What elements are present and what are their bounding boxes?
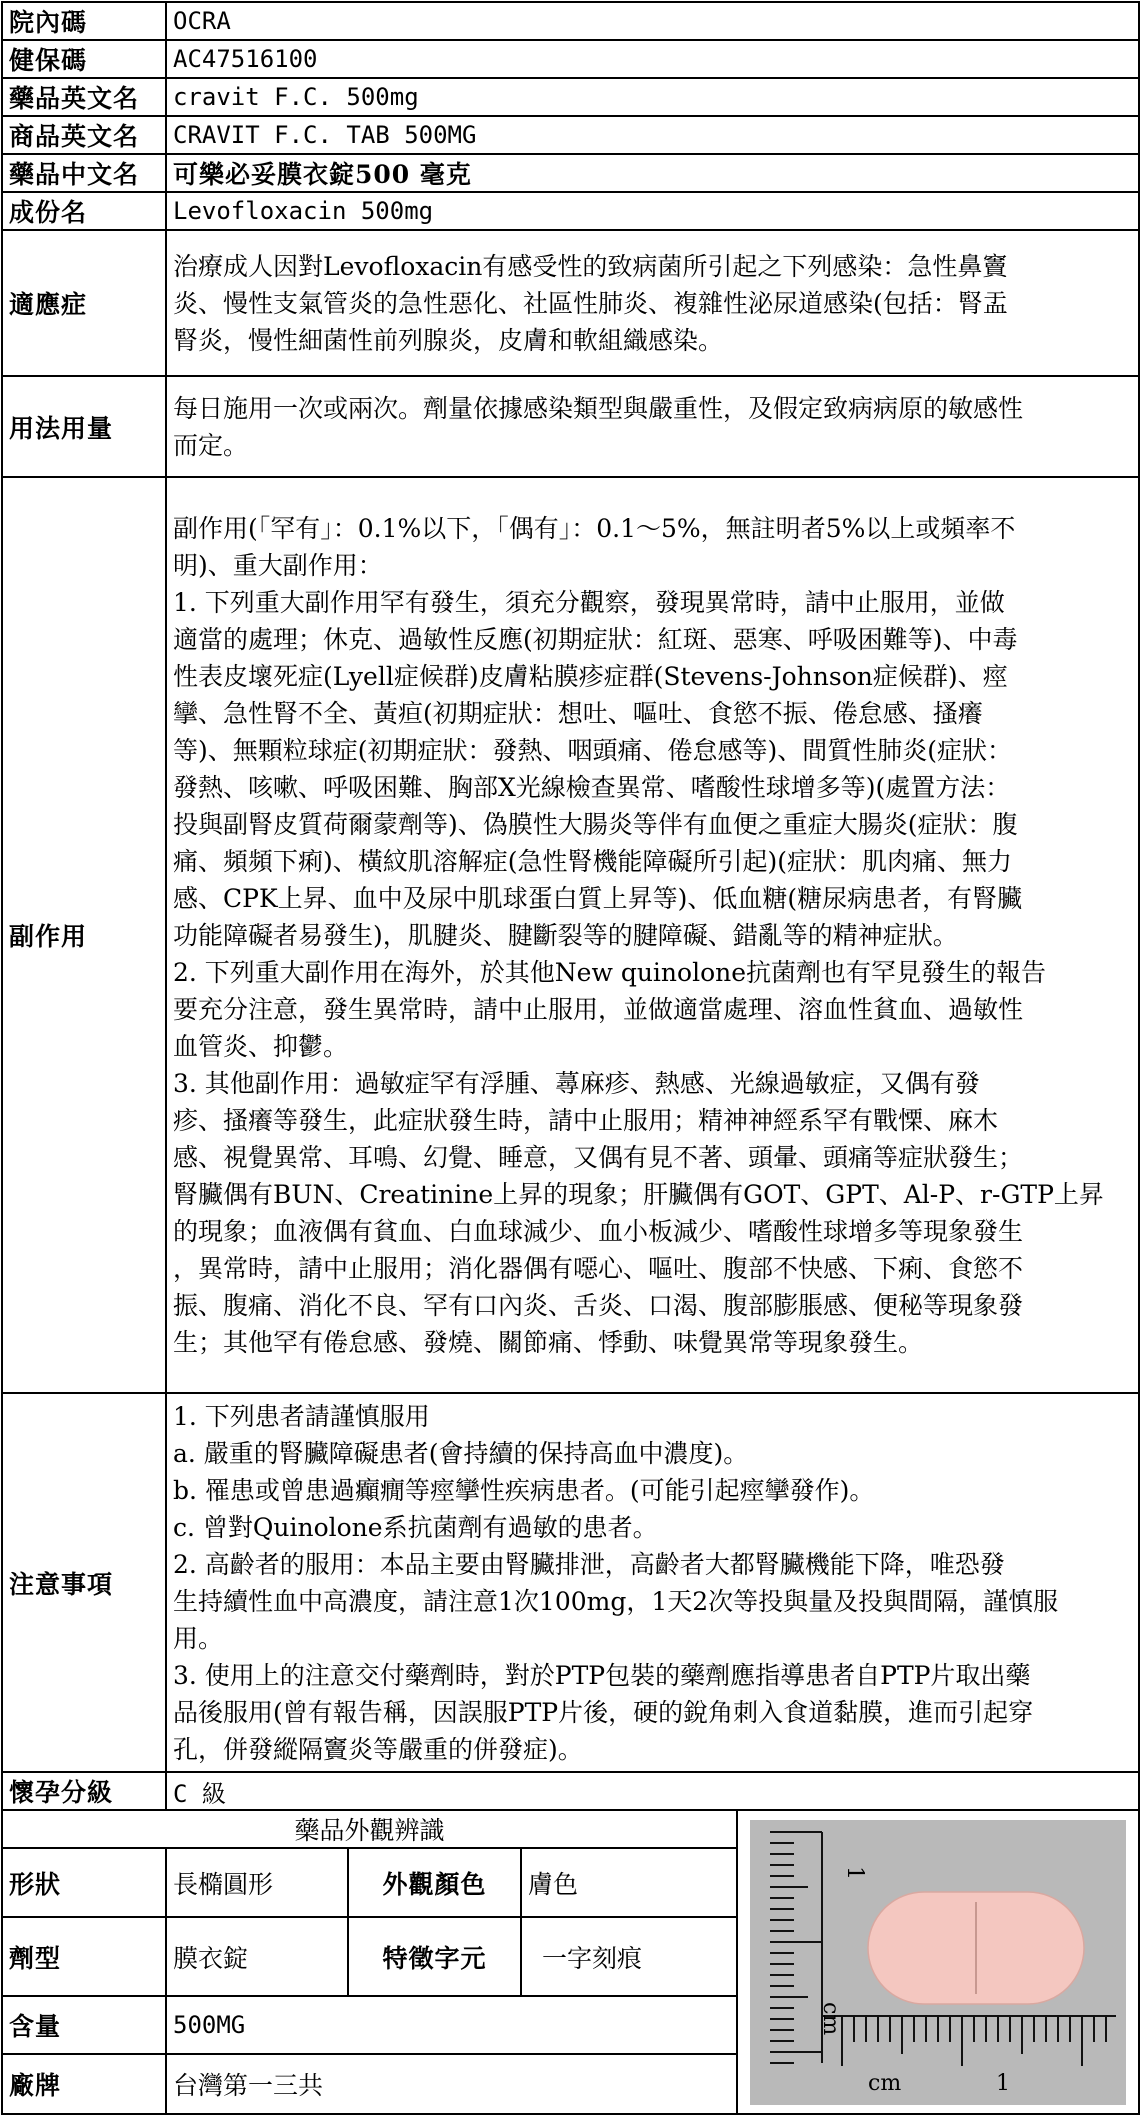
- side-effects-line: 感、CPK上昇、血中及尿中肌球蛋白質上昇等)、低血糖(糖尿病患者，有腎臟: [173, 883, 1023, 913]
- side-effects-line: 要充分注意，發生異常時，請中止服用，並做適當處理、溶血性貧血、過敏性: [173, 994, 1024, 1024]
- precautions-line: 3. 使用上的注意交付藥劑時，對於PTP包裝的藥劑應指導患者自PTP片取出藥: [173, 1660, 1031, 1690]
- row-appearance-title: [2, 1810, 1139, 1848]
- ruler-bottom-number: 1: [996, 2070, 1011, 2096]
- side-effects-line: 感、視覺異常、耳鳴、幻覺、睡意，又偶有見不著、頭暈、頭痛等症狀發生；: [173, 1142, 1024, 1172]
- indications-line: 治療成人因對Levofloxacin有感受性的致病菌所引起之下列感染：急性鼻竇: [173, 251, 1008, 281]
- row-precautions: [2, 1393, 1139, 1772]
- precautions-line: 用。: [173, 1623, 224, 1653]
- shape-label: 形狀: [2, 1848, 166, 1917]
- precautions-line: a. 嚴重的腎臟障礙患者(會持續的保持高血中濃度)。: [173, 1438, 749, 1468]
- side-effects-line: 功能障礙者易發生)，肌腱炎、腱斷裂等的腱障礙、錯亂等的精神症狀。: [173, 920, 958, 950]
- nhi-code-value: AC47516100: [166, 40, 1139, 78]
- side-effects-line: 疹、搔癢等發生，此症狀發生時，請中止服用；精神神經系罕有戰慄、麻木: [173, 1105, 999, 1135]
- product-english-name-label: 商品英文名: [2, 116, 166, 154]
- product-english-name-value: CRAVIT F.C. TAB 500MG: [166, 116, 1139, 154]
- precautions-label: 注意事項: [2, 1393, 166, 1772]
- chinese-name-value: 可樂必妥膜衣錠500 毫克: [166, 154, 1139, 192]
- row-side-effects: [2, 477, 1139, 1393]
- english-name-value: cravit F.C. 500mg: [166, 78, 1139, 116]
- side-effects-line: 3. 其他副作用：過敏症罕有浮腫、蕁麻疹、熱感、光線過敏症，又偶有發: [173, 1068, 980, 1098]
- precautions-line: 1. 下列患者請謹慎服用: [173, 1401, 430, 1431]
- drug-info-sheet: [1, 1, 1140, 2115]
- precautions-line: 生持續性血中高濃度，請注意1次100mg，1天2次等投與量及投與間隔，謹慎服: [173, 1586, 1059, 1616]
- shape-value: 長橢圓形: [166, 1848, 348, 1917]
- marking-value: 一字刻痕: [521, 1917, 737, 1996]
- side-effects-line: 2. 下列重大副作用在海外，於其他New quinolone抗菌劑也有罕見發生的報告: [173, 957, 1047, 987]
- precautions-text: [166, 1393, 1139, 1772]
- content-label: 含量: [2, 1996, 166, 2054]
- side-effects-text: [166, 477, 1139, 1393]
- ruler-bottom-unit: cm: [868, 2070, 902, 2096]
- side-effects-line: 1. 下列重大副作用罕有發生，須充分觀察，發現異常時，請中止服用，並做: [173, 587, 1005, 617]
- marking-label: 特徵字元: [348, 1917, 521, 1996]
- brand-value: 台灣第一三共: [166, 2054, 737, 2114]
- appearance-title: 藥品外觀辨識: [2, 1810, 737, 1848]
- precautions-line: 2. 高齡者的服用：本品主要由腎臟排泄，高齡者大都腎臟機能下降，唯恐發: [173, 1549, 1005, 1579]
- indications-label: 適應症: [2, 230, 166, 376]
- ruler-top-number: 1: [842, 1865, 868, 1880]
- row-nhi-code: [2, 40, 1139, 78]
- nhi-code-label: 健保碼: [2, 40, 166, 78]
- precautions-line: b. 罹患或曾患過癲癇等痙攣性疾病患者。(可能引起痙攣發作)。: [173, 1475, 875, 1505]
- side-effects-line: 適當的處理；休克、過敏性反應(初期症狀：紅斑、惡寒、呼吸困難等)、中毒: [173, 624, 1018, 654]
- side-effects-line: 性表皮壞死症(Lyell症候群)皮膚粘膜疹症群(Stevens-Johnson症候群)、痙: [173, 661, 1008, 691]
- side-effects-line: 明)、重大副作用：: [173, 550, 383, 580]
- english-name-label: 藥品英文名: [2, 78, 166, 116]
- ingredient-label: 成份名: [2, 192, 166, 230]
- side-effects-label: 副作用: [2, 477, 166, 1393]
- row-english-name: [2, 78, 1139, 116]
- side-effects-line: 發熱、咳嗽、呼吸困難、胸部X光線檢查異常、嗜酸性球增多等)(處置方法：: [173, 772, 1011, 802]
- pill-tablet: [868, 1892, 1084, 2004]
- hospital-code-label: 院內碼: [2, 2, 166, 40]
- ruler-side-unit: cm: [818, 2001, 844, 2035]
- color-label: 外觀顏色: [348, 1848, 521, 1917]
- dosage-label: 用法用量: [2, 376, 166, 477]
- side-effects-line: 腎臟偶有BUN、Creatinine上昇的現象；肝臟偶有GOT、GPT、Al-P、r-GTP上昇: [173, 1179, 1104, 1209]
- row-chinese-name: [2, 154, 1139, 192]
- content-value: 500MG: [166, 1996, 737, 2054]
- side-effects-line: ，異常時，請中止服用；消化器偶有噁心、嘔吐、腹部不快感、下痢、食慾不: [173, 1253, 1024, 1283]
- row-indications: [2, 230, 1139, 376]
- form-label: 劑型: [2, 1917, 166, 1996]
- dosage-line: 每日施用一次或兩次。劑量依據感染類型與嚴重性，及假定致病病原的敏感性: [173, 393, 1024, 423]
- hospital-code-value: OCRA: [166, 2, 1139, 40]
- side-effects-line: 的現象；血液偶有貧血、白血球減少、血小板減少、嗜酸性球增多等現象發生: [173, 1216, 1024, 1246]
- dosage-line: 而定。: [173, 430, 249, 460]
- pill-photo-image: [750, 1820, 1126, 2105]
- side-effects-line: 振、腹痛、消化不良、罕有口內炎、舌炎、口渴、腹部膨脹感、便秘等現象發: [173, 1290, 1024, 1320]
- side-effects-line: 生；其他罕有倦怠感、發燒、關節痛、悸動、味覺異常等現象發生。: [173, 1327, 924, 1357]
- pill-photo: [737, 1810, 1139, 2114]
- row-dosage: [2, 376, 1139, 477]
- side-effects-line: 血管炎、抑鬱。: [173, 1031, 349, 1061]
- side-effects-line: 痛、頻頻下痢)、橫紋肌溶解症(急性腎機能障礙所引起)(症狀：肌肉痛、無力: [173, 846, 1013, 876]
- brand-label: 廠牌: [2, 2054, 166, 2114]
- form-value: 膜衣錠: [166, 1917, 348, 1996]
- ingredient-value: Levofloxacin 500mg: [166, 192, 1139, 230]
- pregnancy-value: C 級: [166, 1772, 1139, 1810]
- indications-line: 腎炎，慢性細菌性前列腺炎，皮膚和軟組織感染。: [173, 325, 724, 355]
- precautions-line: 孔，併發縱隔竇炎等嚴重的併發症)。: [173, 1734, 583, 1764]
- dosage-text: [166, 376, 1139, 477]
- row-product-english-name: [2, 116, 1139, 154]
- pregnancy-label: 懷孕分級: [2, 1772, 166, 1810]
- row-pregnancy: [2, 1772, 1139, 1810]
- side-effects-line: 投與副腎皮質荷爾蒙劑等)、偽膜性大腸炎等伴有血便之重症大腸炎(症狀：腹: [173, 809, 1018, 839]
- side-effects-line: 副作用(「罕有」：0.1%以下，「偶有」：0.1～5%，無註明者5%以上或頻率不: [173, 513, 1016, 543]
- indications-text: [166, 230, 1139, 376]
- row-ingredient: [2, 192, 1139, 230]
- color-value: 膚色: [521, 1848, 737, 1917]
- precautions-line: 品後服用(曾有報告稱，因誤服PTP片後，硬的銳角刺入食道黏膜，進而引起穿: [173, 1697, 1034, 1727]
- chinese-name-label: 藥品中文名: [2, 154, 166, 192]
- side-effects-line: 等)、無顆粒球症(初期症狀：發熱、咽頭痛、倦怠感等)、間質性肺炎(症狀：: [173, 735, 1013, 765]
- precautions-line: c. 曾對Quinolone系抗菌劑有過敏的患者。: [173, 1512, 658, 1542]
- side-effects-line: 攣、急性腎不全、黃疸(初期症狀：想吐、嘔吐、食慾不振、倦怠感、搔癢: [173, 698, 983, 728]
- row-hospital-code: [2, 2, 1139, 40]
- indications-line: 炎、慢性支氣管炎的急性惡化、社區性肺炎、複雜性泌尿道感染(包括：腎盂: [173, 288, 1008, 318]
